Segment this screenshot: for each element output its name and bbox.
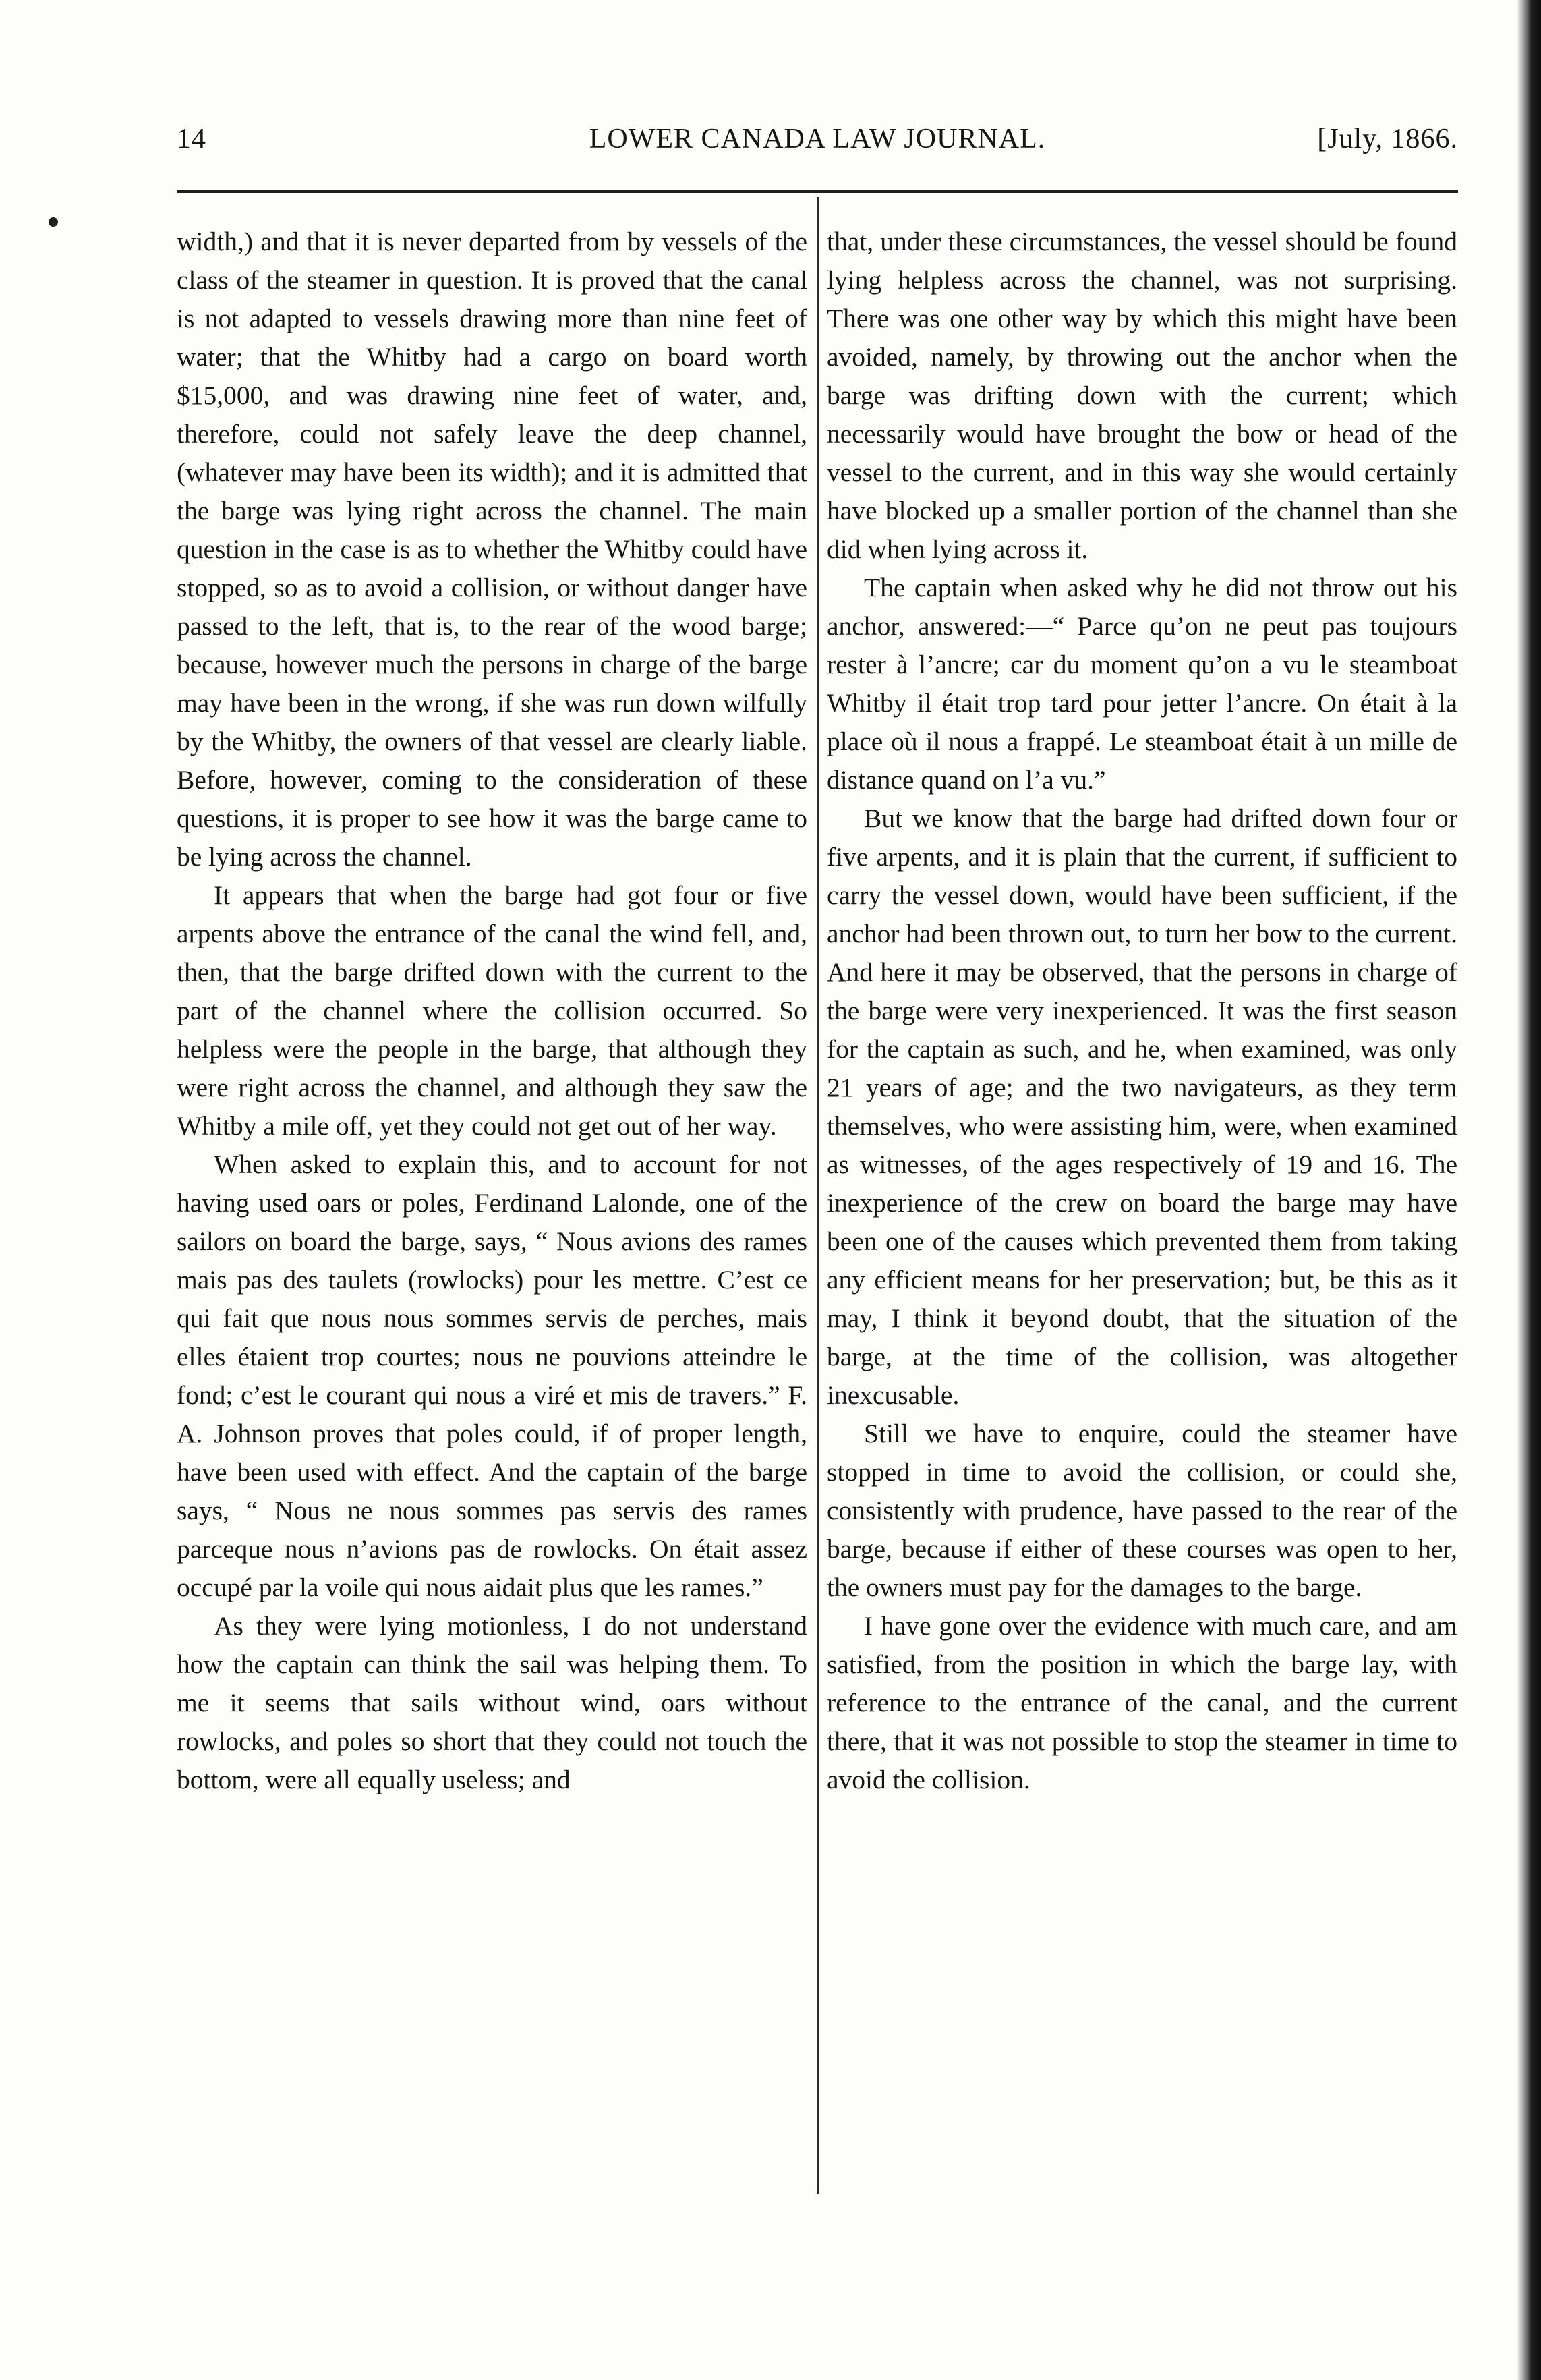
paragraph: The captain when asked why he did not throw out his anchor, answered:—“ Parce qu’on ne peut pas toujours rester à l’ancre; car du moment qu’on a vu le steamboat Whitby il était trop tard pour jetter l’ancre. On était à la place où il nous a frappé. Le steamboat était à un mille de distance quand on l’a vu.”: [827, 573, 1457, 795]
paragraph: When asked to explain this, and to account for not having used oars or poles, Ferdinand Lalonde, one of the sailors on board the barge, says, “ Nous avions des rames mais pas des taulets (rowlocks) pour les mettre. C’est ce qui fait que nous nous sommes servis de perches, mais elles étaient trop courtes; nous ne pouvions atteindre le fond; c’est le courant qui nous a viré et mis de travers.” F. A. Johnson proves that poles could, if of proper length, have been used with effect. And the captain of the barge says, “ Nous ne nous sommes pas servis des rames parceque nous n’avions pas de rowlocks. On était assez occupé par la voile qui nous aidait plus que les rames.”: [177, 1150, 807, 1602]
paragraph: width,) and that it is never departed from by vessels of the class of the steamer in question. It is proved that the canal is not adapted to vessels drawing more than nine feet of water; that the Whitby had a cargo on board worth $15,000, and was drawing nine feet of water, and, therefore, could not safely leave the deep channel, (whatever may have been its width); and it is admitted that the barge was lying right across the channel. The main question in the case is as to whether the Whitby could have stopped, so as to avoid a collision, or without danger have passed to the left, that is, to the rear of the wood barge; because, however much the persons in charge of the barge may have been in the wrong, if she was run down wilfully by the Whitby, the owners of that vessel are clearly liable. Before, however, coming to the consideration of these questions, it is proper to see how it was the barge came to be lying across the channel.: [177, 227, 807, 872]
running-header: [177, 123, 1458, 163]
paragraph: As they were lying motionless, I do not understand how the captain can think the sail was helping them. To me it seems that sails without wind, oars without rowlocks, and poles so short that they could not touch the bottom, were all equally useless; and: [177, 1611, 807, 1794]
right-column: [827, 223, 1457, 1799]
left-column: [177, 223, 807, 1799]
page-number: 14: [177, 123, 206, 154]
paragraph: But we know that the barge had drifted down four or five arpents, and it is plain that the current, if sufficient to carry the vessel down, would have been sufficient, if the anchor had been thrown out, to turn her bow to the current. And here it may be observed, that the persons in charge of the barge were very inexperienced. It was the first season for the captain as such, and he, when examined, was only 21 years of age; and the two navigateurs, as they term themselves, who were assisting him, were, when examined as witnesses, of the ages respectively of 19 and 16. The inexperience of the crew on board the barge may have been one of the causes which prevented them from taking any efficient means for her preservation; but, be this as it may, I think it beyond doubt, that the situation of the barge, at the time of the collision, was altogether inexcusable.: [827, 803, 1457, 1410]
ink-speck: [49, 217, 58, 227]
paragraph: Still we have to enquire, could the steamer have stopped in time to avoid the collision, or could she, consistently with prudence, have passed to the rear of the barge, because if either of these courses was open to her, the owners must pay for the damages to the barge.: [827, 1419, 1457, 1602]
paragraph: It appears that when the barge had got four or five arpents above the entrance of the canal the wind fell, and, then, that the barge drifted down with the current to the part of the channel where the collision occurred. So helpless were the people in the barge, that although they were right across the channel, and although they saw the Whitby a mile off, yet they could not get out of her way.: [177, 880, 807, 1141]
column-divider: [817, 197, 819, 2194]
header-rule: [177, 190, 1458, 193]
journal-title: LOWER CANADA LAW JOURNAL.: [589, 123, 1046, 154]
issue-date: [July, 1866.: [1317, 123, 1458, 154]
paragraph: I have gone over the evidence with much care, and am satisfied, from the position in which the barge lay, with reference to the entrance of the canal, and the current there, that it was not possible to stop the steamer in time to avoid the collision.: [827, 1611, 1457, 1794]
paragraph: that, under these circumstances, the vessel should be found lying helpless across the channel, was not surprising. There was one other way by which this might have been avoided, namely, by throwing out the anchor when the barge was drifting down with the current; which necessarily would have brought the bow or head of the vessel to the current, and in this way she would certainly have blocked up a smaller portion of the channel than she did when lying across it.: [827, 227, 1457, 564]
scan-edge-shadow: [1517, 0, 1541, 2380]
